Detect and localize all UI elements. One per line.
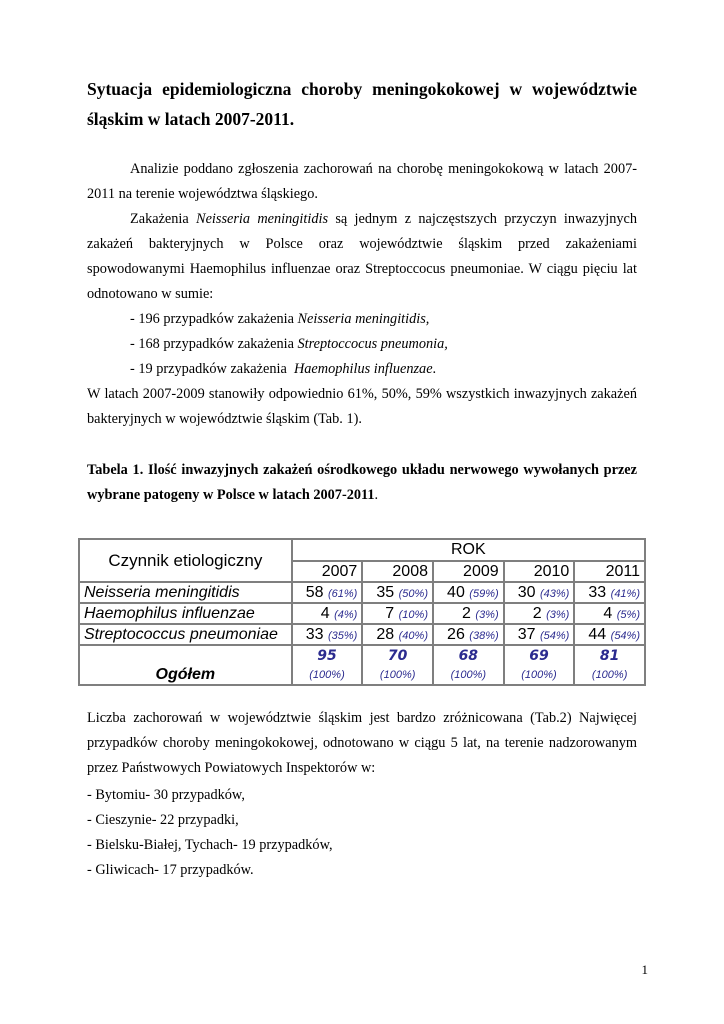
value-cell: 26 (38%) xyxy=(433,624,504,645)
value-cell: 58 (61%) xyxy=(292,582,363,603)
document-title xyxy=(87,74,637,134)
total-cell: 81 (100%) xyxy=(574,645,645,685)
total-row xyxy=(79,645,645,685)
list-item: - Cieszynie- 22 przypadki, xyxy=(87,812,239,828)
year-cell: 2008 xyxy=(362,561,433,582)
intro-p2-rest: są jednym z najczęstszych przyczyn inwazyjnych zakażeń bakteryjnych w Polsce oraz województwie śląskim przed zakażeniami spowodowanymi Haemophilus influenzae oraz Streptoccocus pneumoniae. W ciągu pięciu lat odnotowano w sumie: xyxy=(87,211,637,302)
table-row xyxy=(79,624,645,645)
intro-paragraph-1: Analizie poddano zgłoszenia zachorowań na chorobę meningokokową w latach 2007-2011 na terenie województwa śląskiego. xyxy=(87,161,637,202)
list-item: - Bielsku-Białej, Tychach- 19 przypadków, xyxy=(87,837,333,853)
table-header-row xyxy=(79,539,645,561)
value-cell: 40 (59%) xyxy=(433,582,504,603)
list-item: - 168 przypadków zakażenia Streptoccocus pneumonia, xyxy=(130,336,448,352)
table-row xyxy=(79,582,645,603)
pathogen-name: Streptococcus pneumoniae xyxy=(79,624,292,645)
value-cell: 35 (50%) xyxy=(362,582,433,603)
value-cell: 37 (54%) xyxy=(504,624,575,645)
value-cell: 4 (4%) xyxy=(292,603,363,624)
page-number: 1 xyxy=(641,962,648,977)
total-label: Ogółem xyxy=(79,645,292,685)
list-item: - Gliwicach- 17 przypadków. xyxy=(87,862,254,878)
year-header: ROK xyxy=(292,539,645,561)
year-cell: 2009 xyxy=(433,561,504,582)
table-caption: Tabela 1. Ilość inwazyjnych zakażeń ośrodkowego układu nerwowego wywołanych przez wybrane patogeny w Polsce w latach 2007-2011. xyxy=(87,462,637,503)
total-cell: 70 (100%) xyxy=(362,645,433,685)
year-cell: 2007 xyxy=(292,561,363,582)
total-cell: 69 (100%) xyxy=(504,645,575,685)
value-cell: 30 (43%) xyxy=(504,582,575,603)
intro-p2-start: Zakażenia xyxy=(130,211,197,227)
year-cell: 2011 xyxy=(574,561,645,582)
year-cell: 2010 xyxy=(504,561,575,582)
table-row xyxy=(79,603,645,624)
table-caption-text: Tabela 1. Ilość inwazyjnych zakażeń ośrodkowego układu nerwowego wywołanych przez wybrane patogeny w Polsce w latach 2007-2011 xyxy=(87,462,637,503)
value-cell: 2 (3%) xyxy=(504,603,575,624)
total-cell: 95 (100%) xyxy=(292,645,363,685)
value-cell: 4 (5%) xyxy=(574,603,645,624)
infections-table xyxy=(78,538,646,686)
list-item: - Bytomiu- 30 przypadków, xyxy=(87,787,245,803)
title-line-2: śląskim w latach 2007-2011. xyxy=(87,109,295,129)
pathogen-name: Neisseria meningitidis xyxy=(79,582,292,603)
pathogen-list xyxy=(87,307,680,382)
intro-paragraph-3: W latach 2007-2009 stanowiły odpowiednio 61%, 50%, 59% wszystkich inwazyjnych zakażeń bakteryjnych w województwie śląskim (Tab. 1). xyxy=(87,386,637,427)
value-cell: 33 (35%) xyxy=(292,624,363,645)
district-list xyxy=(87,783,637,883)
value-cell: 33 (41%) xyxy=(574,582,645,603)
total-cell: 68 (100%) xyxy=(433,645,504,685)
value-cell: 44 (54%) xyxy=(574,624,645,645)
pathogen-name: Haemophilus influenzae xyxy=(79,603,292,624)
after-paragraph: Liczba zachorowań w województwie śląskim jest bardzo zróżnicowana (Tab.2) Najwięcej przypadków choroby meningokokowej, odnotowano w ciągu 5 lat, na terenie nadzorowanym przez Państwowych Powiatowych Inspektorów w: xyxy=(87,710,637,776)
intro-paragraph-2 xyxy=(87,207,637,307)
value-cell: 7 (10%) xyxy=(362,603,433,624)
value-cell: 28 (40%) xyxy=(362,624,433,645)
list-item: - 196 przypadków zakażenia Neisseria meningitidis, xyxy=(130,311,430,327)
list-item: - 19 przypadków zakażenia Haemophilus influenzae. xyxy=(130,361,437,377)
intro-p2-species: Neisseria meningitidis xyxy=(196,211,329,227)
title-line-1: Sytuacja epidemiologiczna choroby meningokokowej w województwie xyxy=(87,79,637,99)
value-cell: 2 (3%) xyxy=(433,603,504,624)
factor-header: Czynnik etiologiczny xyxy=(79,539,292,582)
